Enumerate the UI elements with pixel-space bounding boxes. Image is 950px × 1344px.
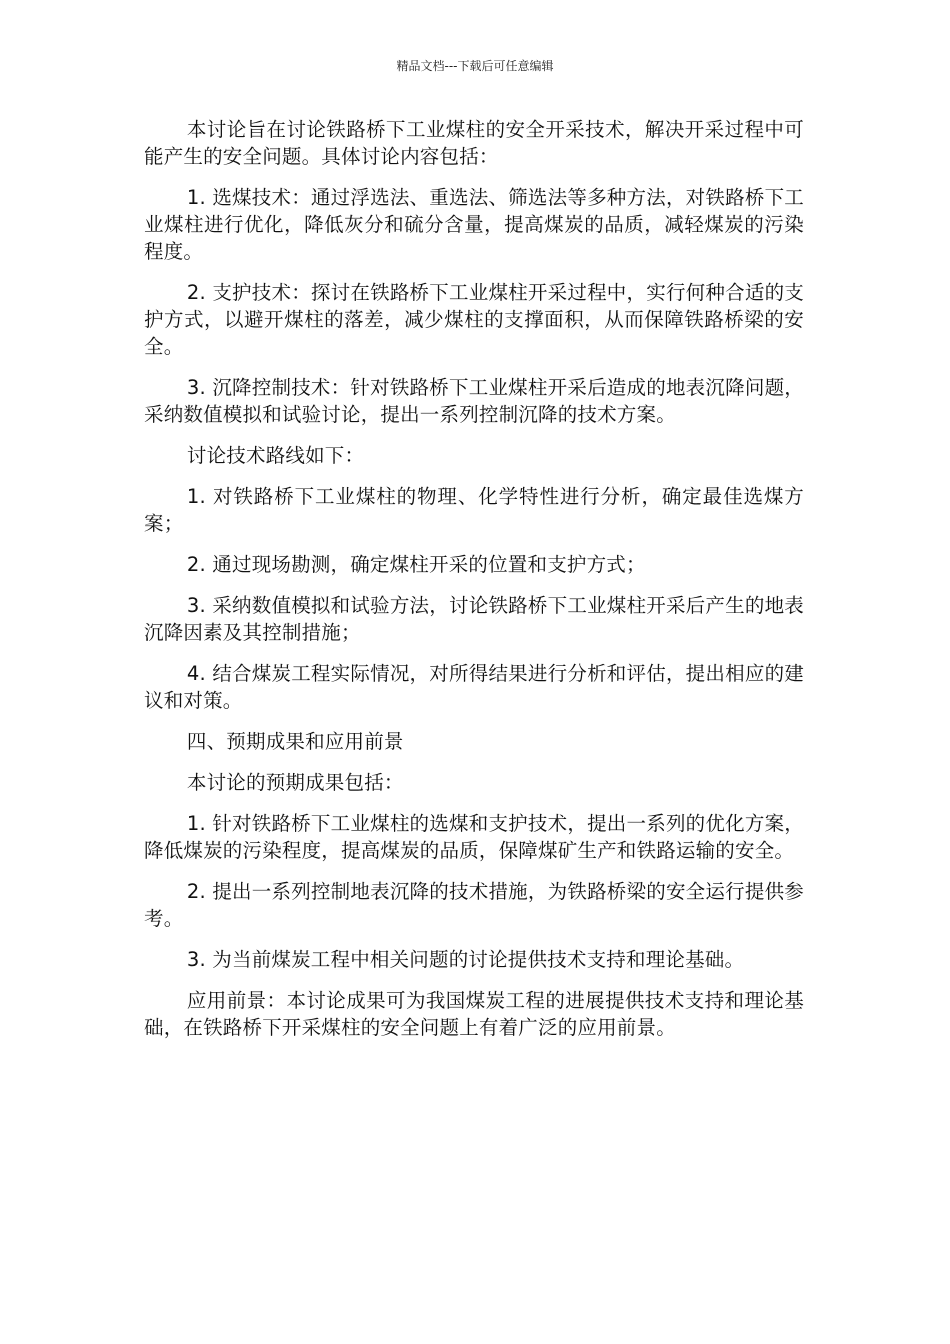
paragraph-result-2: 2. 提出一系列控制地表沉降的技术措施，为铁路桥梁的安全运行提供参考。	[144, 880, 804, 930]
paragraph-route-4: 4. 结合煤炭工程实际情况，对所得结果进行分析和评估，提出相应的建议和对策。	[144, 662, 804, 712]
paragraph-result-3: 3. 为当前煤炭工程中相关问题的讨论提供技术支持和理论基础。	[186, 948, 745, 971]
paragraph-route-3: 3. 采纳数值模拟和试验方法，讨论铁路桥下工业煤柱开采后产生的地表沉降因素及其控制措施；	[144, 594, 804, 644]
paragraph-application-prospects: 应用前景：本讨论成果可为我国煤炭工程的进展提供技术支持和理论基础，在铁路桥下开采煤柱的安全问题上有着广泛的应用前景。	[144, 989, 804, 1039]
paragraph-support-technique: 2. 支护技术：探讨在铁路桥下工业煤柱开采过程中，实行何种合适的支护方式，以避开煤柱的落差，减少煤柱的支撑面积，从而保障铁路桥梁的安全。	[144, 281, 804, 358]
paragraph-subsidence-control: 3. 沉降控制技术：针对铁路桥下工业煤柱开采后造成的地表沉降问题，采纳数值模拟和试验讨论，提出一系列控制沉降的技术方案。	[144, 376, 804, 426]
paragraph-intro: 本讨论旨在讨论铁路桥下工业煤柱的安全开采技术，解决开采过程中可能产生的安全问题。具体讨论内容包括：	[144, 118, 804, 168]
paragraph-route-1: 1. 对铁路桥下工业煤柱的物理、化学特性进行分析，确定最佳选煤方案；	[144, 485, 804, 535]
paragraph-coal-selection: 1. 选煤技术：通过浮选法、重选法、筛选法等多种方法，对铁路桥下工业煤柱进行优化，降低灰分和硫分含量，提高煤炭的品质，减轻煤炭的污染程度。	[144, 186, 804, 263]
document-body	[144, 116, 804, 1055]
paragraph-result-1: 1. 针对铁路桥下工业煤柱的选煤和支护技术，提出一系列的优化方案，降低煤炭的污染程度，提高煤炭的品质，保障煤矿生产和铁路运输的安全。	[144, 812, 804, 862]
paragraph-results-intro: 本讨论的预期成果包括：	[186, 771, 404, 794]
paragraph-route-heading: 讨论技术路线如下：	[186, 444, 365, 467]
section-heading-expected-results: 四、预期成果和应用前景	[186, 730, 404, 753]
paragraph-route-2: 2. 通过现场勘测，确定煤柱开采的位置和支护方式；	[186, 553, 646, 576]
page-header: 精品文档---下载后可任意编辑	[396, 59, 554, 73]
